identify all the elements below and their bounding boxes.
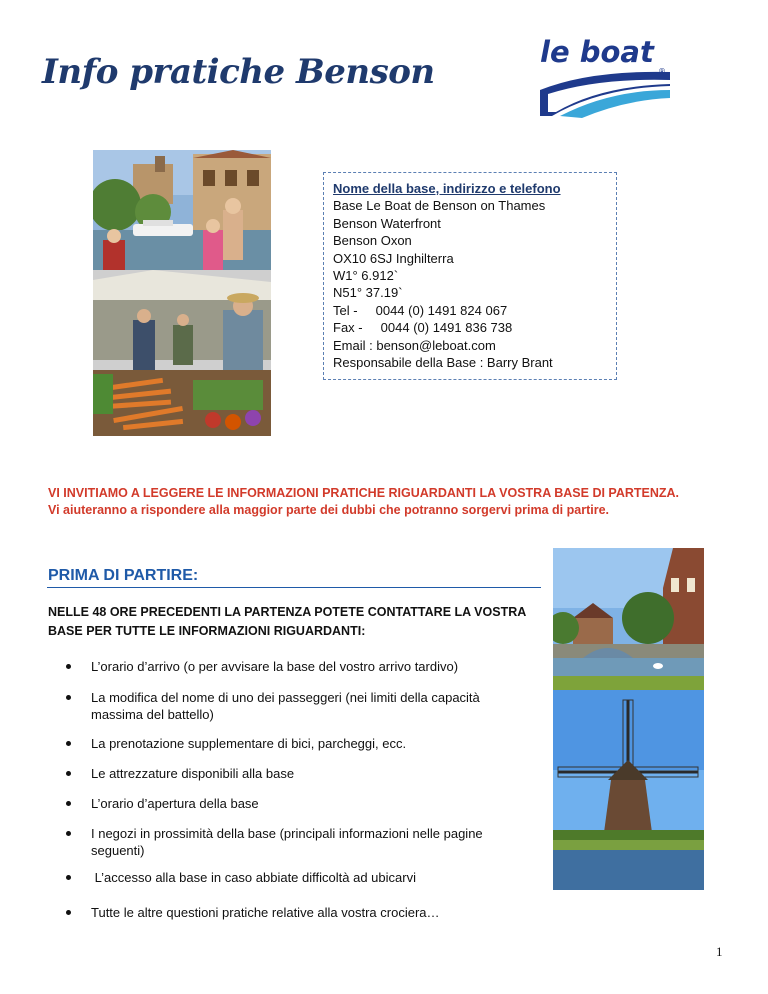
info-email: Email : benson@leboat.com [333,337,496,353]
svg-text:®: ® [658,67,666,76]
bullet-icon [66,695,71,700]
info-fax: Fax - 0044 (0) 1491 836 738 [333,320,513,336]
info-postcode: OX10 6SJ Inghilterra [333,250,454,266]
info-address-line-1: Benson Waterfront [333,215,441,231]
photo-canal-bridge [553,548,704,690]
bullet-icon [66,831,71,836]
section-lead-line-1: NELLE 48 ORE PRECEDENTI LA PARTENZA POTETE CONTATTARE LA VOSTRA [48,605,527,619]
list-item-text: L’accesso alla base in caso abbiate difficoltà ad ubicarvi [91,870,416,885]
bullet-icon [66,875,71,880]
bullet-icon [66,664,71,669]
logo-wordmark: le boat [540,35,654,69]
info-box-heading: Nome della base, indirizzo e telefono [333,181,561,196]
intro-notice-line-1: VI INVITIAMO A LEGGERE LE INFORMAZIONI PRATICHE RIGUARDANTI LA VOSTRA BASE DI PARTENZA. [48,486,680,500]
list-item-text: L’orario d’arrivo (o per avvisare la base del vostro arrivo tardivo) [91,659,459,674]
bullet-icon [66,771,71,776]
info-manager: Responsabile della Base : Barry Brant [333,355,553,370]
list-item-text: L’orario d’apertura della base [91,796,259,811]
list-item-text: Tutte le altre questioni pratiche relative alla vostra crociera… [91,905,440,920]
list-item-text: La modifica del nome di uno dei passeggeri (nei limiti della capacità massima del battello) [91,690,480,722]
info-latitude: N51° 37.19` [333,285,403,301]
section-divider [47,587,541,588]
base-info-box [323,172,617,380]
bullet-icon [66,910,71,915]
bullet-icon [66,801,71,806]
le-boat-logo [530,30,676,118]
intro-notice-line-2: Vi aiuteranno a rispondere alla maggior parte dei dubbi che potranno sorgervi prima di partire. [48,503,610,517]
photo-canal-town [93,150,271,270]
info-phone: Tel - 0044 (0) 1491 824 067 [333,302,508,318]
page-title: Info pratiche Benson [42,52,435,92]
page-number: 1 [716,944,723,959]
section-heading: PRIMA DI PARTIRE: [48,567,199,584]
info-base-name: Base Le Boat de Benson on Thames [333,198,546,214]
list-item-text: I negozi in prossimità della base (principali informazioni nelle pagine seguenti) [91,826,483,858]
photo-market [93,270,271,436]
bullet-icon [66,741,71,746]
info-longitude: W1° 6.912` [333,268,399,283]
section-lead-line-2: BASE PER TUTTE LE INFORMAZIONI RIGUARDANTI: [48,624,366,638]
info-address-line-2: Benson Oxon [333,233,412,249]
list-item-text: La prenotazione supplementare di bici, parcheggi, ecc. [91,736,407,751]
photo-windmill [553,690,704,890]
list-item-text: Le attrezzature disponibili alla base [91,766,295,781]
